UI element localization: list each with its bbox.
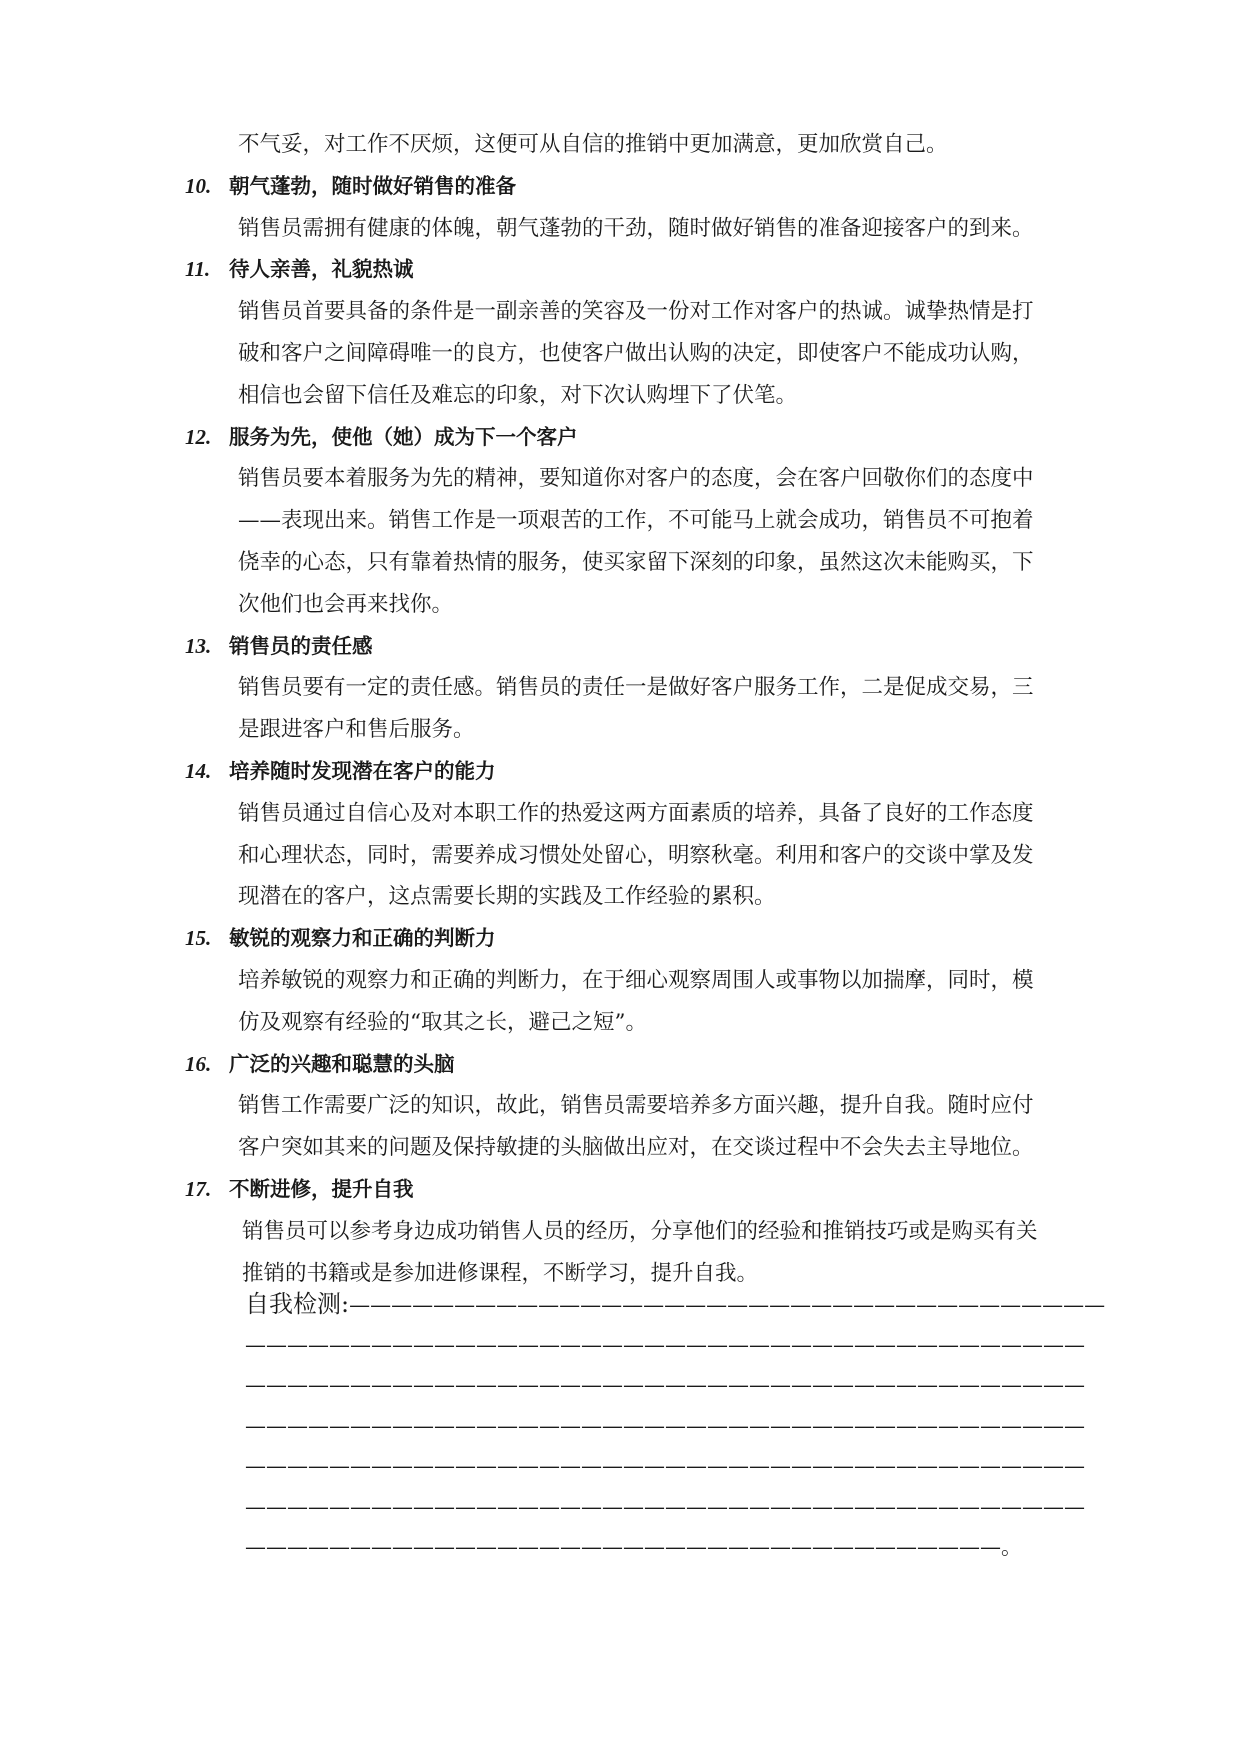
section-body-line: 侥幸的心态，只有靠着热情的服务，使买家留下深刻的印象，虽然这次未能购买，下 bbox=[238, 549, 1034, 575]
self-check-block bbox=[245, 1284, 1106, 1568]
section-body-line: 现潜在的客户，这点需要长期的实践及工作经验的累积。 bbox=[238, 884, 776, 910]
section-heading bbox=[185, 751, 1065, 793]
self-check-rule-line: ———————————————————————————————————————— bbox=[245, 1454, 1085, 1478]
section-body-line: 销售员首要具备的条件是一副亲善的笑容及一份对工作对客户的热诚。诚挚热情是打 bbox=[238, 299, 1034, 325]
section-body-line: 销售员可以参考身边成功销售人员的经历，分享他们的经验和推销技巧或是购买有关 bbox=[242, 1218, 1038, 1244]
section-number: 14. bbox=[185, 758, 212, 783]
section-title: 不断进修，提升自我 bbox=[229, 1176, 414, 1201]
section-body-line: 和心理状态，同时，需要养成习惯处处留心，明察秋毫。利用和客户的交谈中掌及发 bbox=[238, 842, 1034, 868]
section-title: 培养随时发现潜在客户的能力 bbox=[229, 758, 496, 783]
section-title: 销售员的责任感 bbox=[229, 633, 373, 658]
section-number: 12. bbox=[185, 424, 212, 449]
self-check-rule-line: ———————————————————————————————————————— bbox=[245, 1494, 1085, 1519]
section-title: 待人亲善，礼貌热诚 bbox=[229, 257, 414, 282]
self-check-label: 自我检测: bbox=[245, 1290, 350, 1318]
self-check-first-line bbox=[245, 1284, 1106, 1325]
section-body-line: 相信也会留下信任及难忘的印象，对下次认购埋下了伏笔。 bbox=[238, 382, 798, 408]
section-heading bbox=[185, 626, 1065, 668]
section-body-line: 培养敏锐的观察力和正确的判断力，在于细心观察周围人或事物以加揣摩，同时，模 bbox=[238, 967, 1034, 993]
self-check-rule-line: ———————————————————————————————————————— bbox=[245, 1413, 1085, 1438]
section-body-line: 销售员要本着服务为先的精神，要知道你对客户的态度，会在客户回敬你们的态度中 bbox=[238, 466, 1034, 492]
section-body-line: 销售员要有一定的责任感。销售员的责任一是做好客户服务工作，二是促成交易，三 bbox=[238, 675, 1034, 701]
section-body-line: ——表现出来。销售工作是一项艰苦的工作，不可能马上就会成功，销售员不可抱着 bbox=[238, 508, 1034, 534]
self-check-rule-line: ———————————————————————————————————————— bbox=[245, 1373, 1085, 1397]
section-title: 广泛的兴趣和聪慧的头脑 bbox=[229, 1051, 455, 1076]
intro-line: 不气妥，对工作不厌烦，这便可从自信的推销中更加满意，更加欣赏自己。 bbox=[238, 132, 948, 157]
section-number: 11. bbox=[185, 257, 211, 282]
section-number: 10. bbox=[185, 173, 212, 198]
section-number: 13. bbox=[185, 633, 212, 658]
section-body-line: 客户突如其来的问题及保持敏捷的头脑做出应对，在交谈过程中不会失去主导地位。 bbox=[238, 1135, 1034, 1161]
self-check-rule-line: ———————————————————————————————————————— bbox=[245, 1332, 1085, 1357]
section-heading bbox=[185, 1169, 1065, 1211]
section-number: 16. bbox=[185, 1051, 212, 1076]
section-body-line: 破和客户之间障碍唯一的良方，也使客户做出认购的决定，即使客户不能成功认购， bbox=[238, 340, 1034, 366]
section-number: 17. bbox=[185, 1176, 212, 1201]
section-body-line: 次他们也会再来找你。 bbox=[238, 591, 454, 617]
section-body-line: 推销的书籍或是参加进修课程，不断学习，提升自我。 bbox=[242, 1260, 759, 1286]
section-body-line: 销售员需拥有健康的体魄，朝气蓬勃的干劲，随时做好销售的准备迎接客户的到来。 bbox=[238, 215, 1034, 241]
section-heading bbox=[185, 918, 1065, 960]
section-number: 15. bbox=[185, 926, 212, 951]
section-body-line: 销售工作需要广泛的知识，故此，销售员需要培养多方面兴趣，提升自我。随时应付 bbox=[238, 1093, 1034, 1119]
self-check-rule-line: ————————————————————————————————————。 bbox=[245, 1535, 1022, 1559]
section-body-line: 销售员通过自信心及对本职工作的热爱这两方面素质的培养，具备了良好的工作态度 bbox=[238, 800, 1034, 826]
section-title: 敏锐的观察力和正确的判断力 bbox=[229, 926, 496, 951]
section-title: 朝气蓬勃，随时做好销售的准备 bbox=[229, 173, 516, 198]
section-heading bbox=[185, 1044, 1065, 1086]
section-body-line: 是跟进客户和售后服务。 bbox=[238, 717, 475, 743]
section-body-line: 仿及观察有经验的“取其之长，避己之短”。 bbox=[238, 1009, 647, 1035]
document-body bbox=[185, 124, 1065, 1294]
self-check-rule-lines bbox=[245, 1325, 1085, 1568]
section-title: 服务为先，使他（她）成为下一个客户 bbox=[229, 424, 578, 449]
self-check-first-rule: ———————————————————————————————————— bbox=[349, 1293, 1106, 1317]
section-heading bbox=[185, 417, 1065, 459]
section-list bbox=[185, 166, 1065, 1295]
section-heading bbox=[185, 249, 1065, 291]
section-heading bbox=[185, 166, 1065, 208]
